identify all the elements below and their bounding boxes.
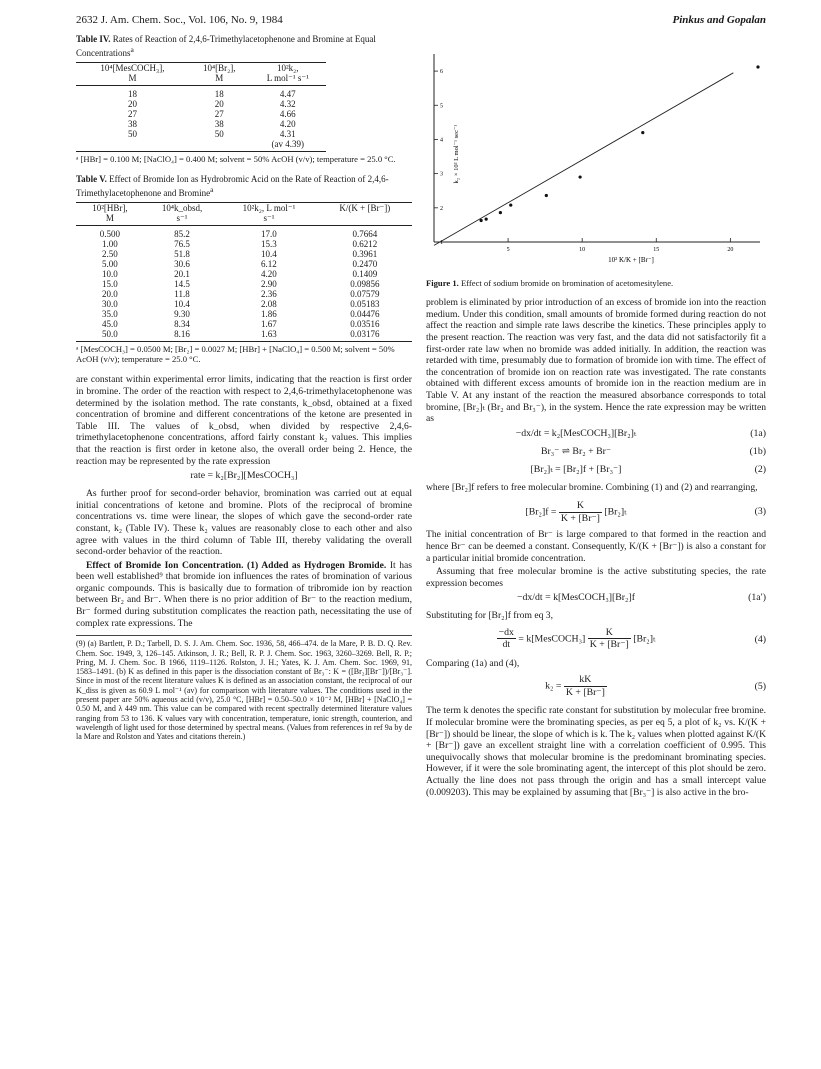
rate-equation-text: rate = k₂[Br₂][MesCOCH₃] [190, 470, 298, 482]
equation-4-body [426, 627, 726, 651]
table-v-footnote-mark: a [210, 184, 214, 194]
table-4-row [76, 99, 326, 109]
table-iv [76, 62, 326, 152]
fit-line [434, 73, 733, 246]
table-iv-title: Rates of Reaction of 2,4,6-Trimethylacetophenone and Bromine at Equal Concentrations [76, 34, 376, 58]
right-column [426, 34, 766, 800]
equation-5-lhs: k₂ = [545, 680, 562, 692]
table-cell: 1.86 [261, 309, 277, 320]
equation-1a-number: (1a) [750, 427, 766, 439]
equation-4-rhs: [Br₂]ₜ [633, 633, 656, 645]
table-cell: 0.09856 [350, 279, 380, 290]
table-4-row [76, 129, 326, 139]
table-cell: 50 [214, 129, 224, 140]
equation-4-middle: = k[MesCOCH₃] [518, 633, 586, 645]
equation-3-number: (3) [754, 506, 766, 518]
equation-2 [426, 464, 766, 479]
journal-citation: 2632 J. Am. Chem. Soc., Vol. 106, No. 9, 1984 [76, 14, 283, 26]
table-cell: 4.32 [279, 99, 296, 110]
right-paragraph-3: The initial concentration of Br⁻ is large compared to that formed in the reaction and hence Br⁻ can be deemed a constant. Consequently, K/(K + [Br⁻]) is also a constant for a particular initial bromide concentration. [426, 529, 766, 564]
figure-1-marks [434, 65, 760, 245]
table-cell: 0.6212 [352, 239, 378, 250]
table-cell: 18 [214, 89, 224, 100]
figure-1-x-axis-label: 10² K/K + [Br⁻] [608, 256, 654, 264]
table-iv-label: Table IV. [76, 34, 111, 44]
table-cell: 38 [214, 119, 224, 130]
table-cell: 15.3 [261, 239, 277, 250]
table-cell: 10.0 [102, 269, 118, 280]
table-5-row [76, 249, 412, 259]
equation-5-denominator: K + [Br⁻] [565, 687, 605, 699]
equation-1b-text: Br₃⁻ ⇌ Br₂ + Br⁻ [540, 445, 612, 457]
equation-1a-text: −dx/dt = k₂[MesCOCH₃][Br₂]ₜ [515, 427, 637, 439]
equation-1b-number: (1b) [749, 445, 766, 457]
table-iv-unit-k2: L mol⁻¹ s⁻¹ [250, 73, 326, 86]
table-v-footnote: ᵃ [MesCOCH₃] = 0.0500 M; [Br₂] = 0.0027 M; [HBr] + [NaClO₄] = 0.500 M; solvent = 50% AcOH (v/v); temperature = 25.0 °C. [76, 344, 395, 365]
equation-4 [426, 625, 766, 655]
right-paragraph-6: Comparing (1a) and (4), [426, 657, 520, 669]
data-point [480, 219, 483, 222]
table-4-row [76, 109, 326, 119]
equation-5-fraction [564, 674, 607, 698]
equation-4-fraction-top: K [588, 627, 631, 640]
equation-1a-prime-text: −dx/dt = k[MesCOCH₃][Br₂]f [516, 592, 636, 604]
left-column [76, 34, 412, 742]
right-paragraph-7: The term k denotes the specific rate constant for substitution by molecular free bromine. If molecular bromine were the brominating species, as per eq 5, a plot of k₂ vs. K/(K + [Br⁻]) should be linear, the slope of which is k. The k₂ values when plotted against K/(K + [Br⁻]) gave an excellent straight line with a correlation coefficient of 0.995. This unequivocally shows that molecular bromine is the predominant brominating species. However, if it were the sole brominating agent, the intercept of this plot should be zero. Actually the line does not pass through the origin and has a small intercept value (0.009203). This may be explained by assuming that [Br₃⁻] is also active in the bro- [426, 705, 766, 798]
table-cell: 76.5 [174, 239, 190, 250]
y-tick-label: 5 [440, 103, 443, 110]
table-iv-unit-ketone: M [76, 73, 189, 86]
figure-1-axes [434, 54, 760, 253]
table-cell: 0.03176 [318, 329, 412, 342]
equation-3-numerator: K [559, 500, 602, 513]
y-tick-label: 2 [440, 205, 443, 212]
table-v-label: Table V. [76, 174, 107, 185]
table-v-col-ratio: K/(K + [Br⁻]) [318, 203, 412, 214]
table-cell: 45.0 [102, 319, 118, 330]
right-paragraph-1: problem is eliminated by prior introduction of an excess of bromide ion into the reaction medium. Under this condition, small amounts of bromide formed during reaction do not affect the reaction and simple rate laws describe the kinetics. These principles apply to the present reaction. The reaction was very fast, and the data did not satisfactorily fit a first-order rate law when no bromide was added initially. In addition, the reaction was retarded with time, presumably due to formation of bromide ion with time. The effect of the concentration of bromide ion on reaction rate was investigated. The rate constants obtained with different excess amounts of bromide ion in the reaction medium are in Table V. At any instant of the reaction the measured absorbance corresponds to total bromine, [Br₂]ₜ (Br₂ and Br₃⁻), in the system. Hence the rate expression may be written as [426, 297, 766, 425]
equation-1b [426, 446, 766, 461]
x-tick-label: 15 [653, 247, 660, 253]
table-cell: 35.0 [102, 309, 118, 320]
figure-1-y-axis-label: k₂ × 10² L mol⁻¹ sec⁻¹ [453, 124, 460, 184]
table-v-unit-kobsd: s⁻¹ [144, 213, 220, 226]
table-iv-caption [76, 34, 412, 58]
data-point [499, 211, 502, 214]
table-5-row [76, 289, 412, 299]
table-cell: 20 [127, 99, 137, 110]
table-v-col-kobsd: 10⁴k_obsd, [144, 203, 220, 214]
table-iv-average: (av 4.39) [250, 139, 326, 152]
table-cell: 17.0 [261, 229, 277, 240]
table-cell: 0.05183 [350, 299, 380, 310]
right-paragraph-4: Assuming that free molecular bromine is the active substituting species, the rate expression becomes [426, 566, 766, 589]
table-cell: 0.7664 [352, 229, 378, 240]
equation-2-number: (2) [754, 463, 766, 475]
table-iv-average-row [76, 139, 326, 152]
data-point [485, 217, 488, 220]
table-cell: 14.5 [174, 279, 190, 290]
table-cell: 4.20 [261, 269, 277, 280]
data-point [545, 194, 548, 197]
table-iv-col-bromine: 10⁴[Br₂], [189, 63, 250, 74]
x-tick-label: 10 [579, 247, 586, 253]
table-cell: 20.0 [102, 289, 118, 300]
rate-equation [76, 470, 412, 485]
equation-1a-prime [426, 592, 766, 607]
right-paragraph-2: where [Br₂]f refers to free molecular bromine. Combining (1) and (2) and rearranging, [426, 481, 758, 493]
table-5-row [76, 319, 412, 329]
table-cell: 85.2 [174, 229, 190, 240]
figure-1-caption [426, 278, 766, 290]
data-point [641, 131, 644, 134]
equation-2-text: [Br₂]ₜ = [Br₂]f + [Br₃⁻] [530, 463, 622, 475]
table-cell: 20 [214, 99, 224, 110]
table-v-unit-hbr: M [76, 213, 144, 226]
data-point [756, 65, 759, 68]
table-v-col-k2: 10²k₂, L mol⁻¹ [220, 203, 318, 214]
table-cell: 51.8 [174, 249, 190, 260]
equation-3-rhs: [Br₂]ₜ [604, 506, 627, 518]
table-cell: 0.3961 [352, 249, 378, 260]
table-4-row [76, 86, 326, 100]
equation-4-derivative [497, 627, 516, 651]
table-5-row [76, 329, 412, 342]
table-4-row [76, 119, 326, 129]
table-5-row [76, 239, 412, 249]
table-cell: 50 [127, 129, 137, 140]
table-cell: 20.1 [174, 269, 190, 280]
table-cell: 10.4 [174, 299, 190, 310]
equation-5-numerator: kK [564, 674, 607, 687]
y-tick-label: 3 [440, 171, 443, 178]
y-tick-label: 6 [440, 69, 443, 76]
table-cell [76, 139, 189, 152]
table-cell: 8.16 [144, 329, 220, 342]
equation-4-derivative-bottom: dt [502, 639, 511, 651]
equation-3-body [426, 500, 726, 524]
data-point [509, 203, 512, 206]
table-cell: 11.8 [174, 289, 190, 300]
table-iv-col-ketone: 10⁴[MesCOCH₃], [76, 63, 189, 74]
equation-4-fraction-bottom: K + [Br⁻] [589, 639, 629, 651]
table-iv-body [76, 86, 326, 152]
table-cell: 0.2470 [352, 259, 378, 270]
table-5-row [76, 279, 412, 289]
equation-4-number: (4) [754, 633, 766, 645]
table-cell: 6.12 [261, 259, 277, 270]
table-cell: 4.20 [279, 119, 296, 130]
table-v-col-hbr: 10²[HBr], [76, 203, 144, 214]
left-paragraph-2: As further proof for second-order behavior, bromination was carried out at equal initial concentrations of ketone and bromine. Plots of the reciprocal of bromine concentrations vs. time were linear, the slopes of which gave the second-order rate constant, k₂ (Table IV). These k₂ values are reasonably close to each other and also agree with values in the third column of Table III, thereby validating the overall second-order behavior of the reaction. [76, 488, 412, 558]
table-cell: 18 [127, 89, 137, 100]
data-point [579, 175, 582, 178]
table-v [76, 202, 412, 342]
footnote-9: (9) (a) Bartlett, P. D.; Tarbell, D. S. J. Am. Chem. Soc. 1936, 58, 466–474. de la Mare, P. B. D. Q. Rev. Chem. Soc. 1949, 3, 126–145. Atkinson, J. R.; Bell, R. P. J. Chem. Soc. 1963, 3260–3269. Bell, R. P.; Pring, M. J. Chem. Soc. B 1966, 1119–1126. Rolston, J. H.; Yates, K. J. Am. Chem. Soc. 1969, 91, 1583–1491. (b) K as defined in this paper is the dissociation constant of Br₃⁻: K = ([Br₂][Br⁻])/[Br₃⁻]. Since in most of the recent literature values K is defined as an association constant, the reciprocal of our K_diss is given as 60.9 L mol⁻¹ (av) for comparison with literature values. The conditions used in the present paper are 50% aqueous acid (v/v), 25.0 °C, [HBr] = 0.50–50.0 × 10⁻² M, [HBr] + [NaClO₄] = 0.50 M, and λ 449 nm. This value can be compared with recent spectrally determined literature values ranging from 53 to 136. K values vary with concentration, temperature, ionic strength, counterion, and wavelength of light used for those determined by spectral means. (Values from references in ref 9a by de la Mare and Rolston and Yates and citations therein.) [76, 635, 412, 741]
table-v-title: Effect of Bromide Ion as Hydrobromic Acid on the Rate of Reaction of 2,4,6-Trimethylacetophenone and Bromine [76, 174, 389, 198]
left-paragraph-3-text: It has been well established⁹ that bromide ion influences the rates of bromination of various organic compounds. This is basically due to formation of tribromide ion by reaction between Br₂ and Br⁻. When there is no prior addition of Br⁻ to the reaction medium, Br⁻ formed during substitution complicates the reaction path, necessitating the use of complex rate expressions. The [76, 559, 412, 629]
table-cell: 27 [127, 109, 137, 120]
table-cell: 50.0 [76, 329, 144, 342]
table-cell: 2.08 [261, 299, 277, 310]
table-cell: 0.03516 [350, 319, 380, 330]
author-names: Pinkus and Gopalan [672, 14, 766, 26]
table-cell: 38 [127, 119, 137, 130]
table-cell: 2.90 [261, 279, 277, 290]
table-cell: 4.31 [279, 129, 296, 140]
table-cell: 0.04476 [350, 309, 380, 320]
table-v-units-row [76, 213, 412, 226]
table-cell: 0.07579 [350, 289, 380, 300]
table-5-row [76, 226, 412, 240]
table-iv-footnote-mark: a [130, 44, 134, 54]
table-v-unit-k2: s⁻¹ [220, 213, 318, 226]
table-5-row [76, 259, 412, 269]
equation-4-derivative-top: −dx [498, 626, 514, 638]
table-cell: 2.36 [261, 289, 277, 300]
equation-3-lhs: [Br₂]f = [525, 506, 557, 518]
table-cell: 8.34 [174, 319, 190, 330]
table-cell: 0.500 [99, 229, 121, 240]
figure-1-chart [426, 34, 766, 270]
table-cell: 27 [214, 109, 224, 120]
right-paragraph-5: Substituting for [Br₂]f from eq 3, [426, 610, 553, 622]
table-cell: 4.47 [279, 89, 296, 100]
equation-3 [426, 496, 766, 526]
running-header [76, 14, 766, 28]
equation-4-fraction [588, 627, 631, 651]
table-cell: 30.6 [174, 259, 190, 270]
x-tick-label: 5 [506, 247, 510, 253]
table-5-row [76, 269, 412, 279]
section-heading-bromide-effect: Effect of Bromide Ion Concentration. (1) Added as Hydrogen Bromide. [86, 559, 387, 571]
left-paragraph-1: are constant within experimental error limits, indicating that the reaction is first order in bromine. The order of the reaction with respect to 2,4,6-trimethylacetophenone was determined by the isolation method. The rate constants, k_obsd, obtained at a fixed concentration of bromine and different concentrations of the ketone are presented in Table III. The values of k_obsd, when divided by respective 2,4,6-trimethylacetophenone concentrations, afford fairly constant k₂ values. This implies that the reaction is first order in ketone also, the overall order being 2. Hence, the reaction may be represented by the rate expression [76, 374, 412, 467]
equation-5-number: (5) [754, 681, 766, 693]
table-v-unit-ratio [318, 213, 412, 226]
table-cell: 4.66 [279, 109, 296, 120]
table-cell: 5.00 [102, 259, 118, 270]
equation-1a-prime-number: (1a′) [748, 592, 766, 604]
table-cell: 1.00 [102, 239, 118, 250]
figure-1-label: Figure 1. [426, 277, 459, 288]
equation-5 [426, 672, 766, 702]
table-cell: 2.50 [102, 249, 118, 260]
table-5-row [76, 299, 412, 309]
table-cell: 0.1409 [352, 269, 378, 280]
table-v-caption [76, 174, 412, 198]
table-iv-unit-bromine: M [189, 73, 250, 86]
table-cell: 15.0 [102, 279, 118, 290]
table-cell: 10.4 [261, 249, 277, 260]
table-v-body [76, 226, 412, 342]
table-iv-footnote: ᵃ [HBr] = 0.100 M; [NaClO₄] = 0.400 M; solvent = 50% AcOH (v/v); temperature = 25.0 °C. [76, 154, 396, 165]
x-tick-label: 20 [727, 247, 734, 253]
equation-1a [426, 428, 766, 443]
table-v-header-row [76, 203, 412, 214]
left-paragraph-3 [76, 560, 412, 630]
table-cell: 30.0 [102, 299, 118, 310]
table-cell [189, 139, 250, 152]
table-5-row [76, 309, 412, 319]
table-iv-units-row [76, 73, 326, 86]
equation-3-fraction [559, 500, 602, 524]
table-cell: 1.63 [220, 329, 318, 342]
equation-3-denominator: K + [Br⁻] [560, 512, 600, 524]
y-tick-label: 1 [440, 240, 443, 246]
table-iv-header-row [76, 63, 326, 74]
table-cell: 1.67 [261, 319, 277, 330]
table-iv-col-k2: 10²k₂, [250, 63, 326, 74]
y-tick-label: 4 [440, 137, 443, 144]
figure-1-title: Effect of sodium bromide on bromination of acetomesitylene. [460, 277, 674, 288]
table-cell: 9.30 [174, 309, 190, 320]
equation-5-body [426, 674, 726, 698]
